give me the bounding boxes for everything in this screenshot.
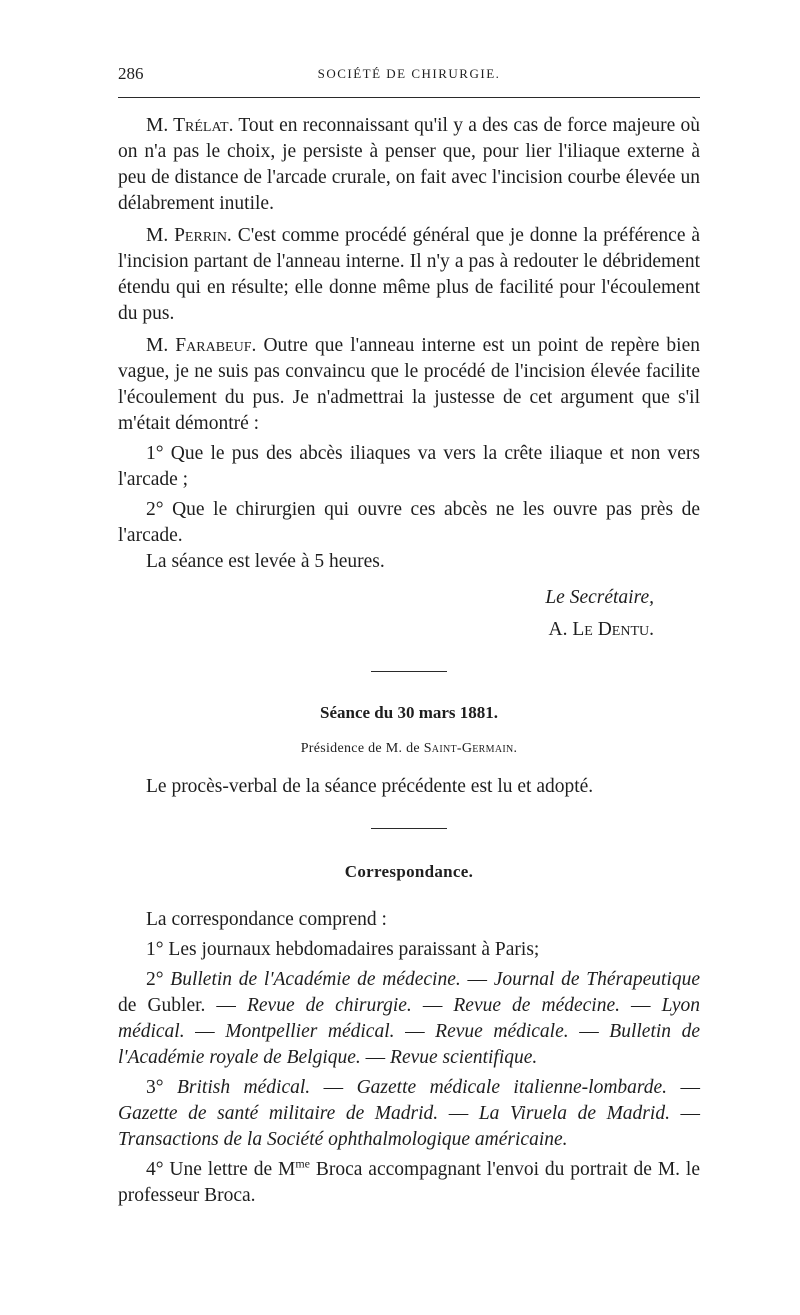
item-2-j: Revue scientifique. (390, 1047, 538, 1068)
page-number: 286 (118, 64, 144, 83)
item-4-superscript: me (295, 1156, 310, 1171)
correspondance-item-2 (118, 967, 700, 1071)
paragraph-perrin (118, 223, 700, 327)
presidence-line (118, 736, 700, 762)
signature-role: Le Secrétaire, (545, 587, 654, 608)
item-4-after: Broca accompagnant l'envoi du portrait de M. le professeur Broca. (118, 1159, 700, 1206)
item-2-c: de Gubler. — (118, 995, 247, 1016)
correspondance-title: Correspondance. (344, 862, 474, 881)
correspondance-item-4 (118, 1157, 700, 1209)
item-2-e: Revue de médecine. (453, 995, 620, 1016)
item-3-sep1: — (310, 1077, 357, 1098)
speaker-perrin: M. Perrin. (146, 225, 232, 246)
paragraph-farabeuf (118, 333, 700, 437)
item-2-h: Revue médicale. (435, 1021, 569, 1042)
item-2-sep5: — (394, 1021, 436, 1042)
item-2-number: 2° (146, 969, 164, 990)
item-2-a: Bulletin de l'Académie de médecine. (170, 969, 461, 990)
closing-line: La séance est levée à 5 heures. (146, 551, 385, 572)
item-3-b: Gazette médicale italienne-lombarde. (356, 1077, 668, 1098)
text-perrin: C'est comme procédé général que je donne la préférence à l'incision partant de l'anneau interne. Il n'y a pas à redouter le débridement étendu qui en résulte; elle donne même plus de facilité pour l'écoulement du pus. (118, 225, 701, 324)
point-2: 2° Que le chirurgien qui ouvre ces abcès ne les ouvre pas près de l'arcade. (118, 499, 700, 546)
item-3-e: Transactions de la Société ophthalmologique américaine. (118, 1129, 568, 1150)
item-2-sep6: — (568, 1021, 610, 1042)
item-3-sep4: — (669, 1103, 701, 1124)
item-3-c: Gazette de santé militaire de Madrid. (118, 1103, 439, 1124)
item-2-b: Journal de Thérapeutique (493, 969, 700, 990)
signature-name: A. Le Dentu. (548, 619, 654, 640)
signature-block (118, 585, 700, 643)
page-body (118, 113, 700, 1209)
item-2-sep1: — (460, 969, 494, 990)
session-title: Séance du 30 mars 1881. (319, 703, 499, 722)
paragraph-trelat (118, 113, 700, 217)
running-head (118, 62, 700, 88)
section-divider (371, 671, 447, 672)
correspondance-intro: La correspondance comprend : (146, 909, 387, 930)
journal-title: SOCIÉTÉ DE CHIRURGIE. (317, 66, 501, 81)
correspondance-item-1: 1° Les journaux hebdomadaires paraissant à Paris; (146, 939, 540, 960)
speaker-farabeuf: M. Farabeuf. (146, 335, 257, 356)
proces-verbal: Le procès-verbal de la séance précédente est lu et adopté. (146, 776, 594, 797)
item-3-d: La Viruela de Madrid. (478, 1103, 670, 1124)
text-trelat: Tout en reconnaissant qu'il y a des cas de force majeure où on n'a pas le choix, je persiste à penser que, pour lier l'iliaque externe à peu de distance de l'arcade crurale, on fait avec l'incision courbe élevée un délabrement inutile. (118, 115, 700, 214)
item-2-f: Lyon médical. (118, 995, 700, 1042)
president-name: Saint-Germain. (423, 741, 518, 756)
text-farabeuf: Outre que l'anneau interne est un point de repère bien vague, je ne suis pas convaincu que le procédé de l'incision élevée facilite l'écoulement du pus. Je n'admettrai la justesse de cet argument que s'il m'était démontré : (118, 335, 701, 434)
item-4-before: 4° Une lettre de M (146, 1159, 296, 1180)
point-1: 1° Que le pus des abcès iliaques va vers la crête iliaque et non vers l'arcade ; (118, 443, 700, 490)
speaker-trelat: M. Trélat. (146, 115, 234, 136)
header-rule (118, 97, 700, 98)
item-2-sep2: — (411, 995, 454, 1016)
item-2-sep4: — (184, 1021, 226, 1042)
item-2-i: Bulletin de l'Académie royale de Belgique. (118, 1021, 701, 1068)
item-2-g: Montpellier médical. (225, 1021, 395, 1042)
correspondance-item-3 (118, 1075, 700, 1153)
section-divider-2 (371, 828, 447, 829)
item-2-d: Revue de chirurgie. (246, 995, 412, 1016)
item-3-sep2: — (667, 1077, 701, 1098)
item-2-sep3: — (620, 995, 662, 1016)
item-3-a: British médical. (177, 1077, 311, 1098)
item-3-number: 3° (146, 1077, 164, 1098)
presidence-prefix: Présidence de M. de (300, 741, 420, 756)
item-3-sep3: — (438, 1103, 479, 1124)
item-2-sep7: — (360, 1047, 391, 1068)
